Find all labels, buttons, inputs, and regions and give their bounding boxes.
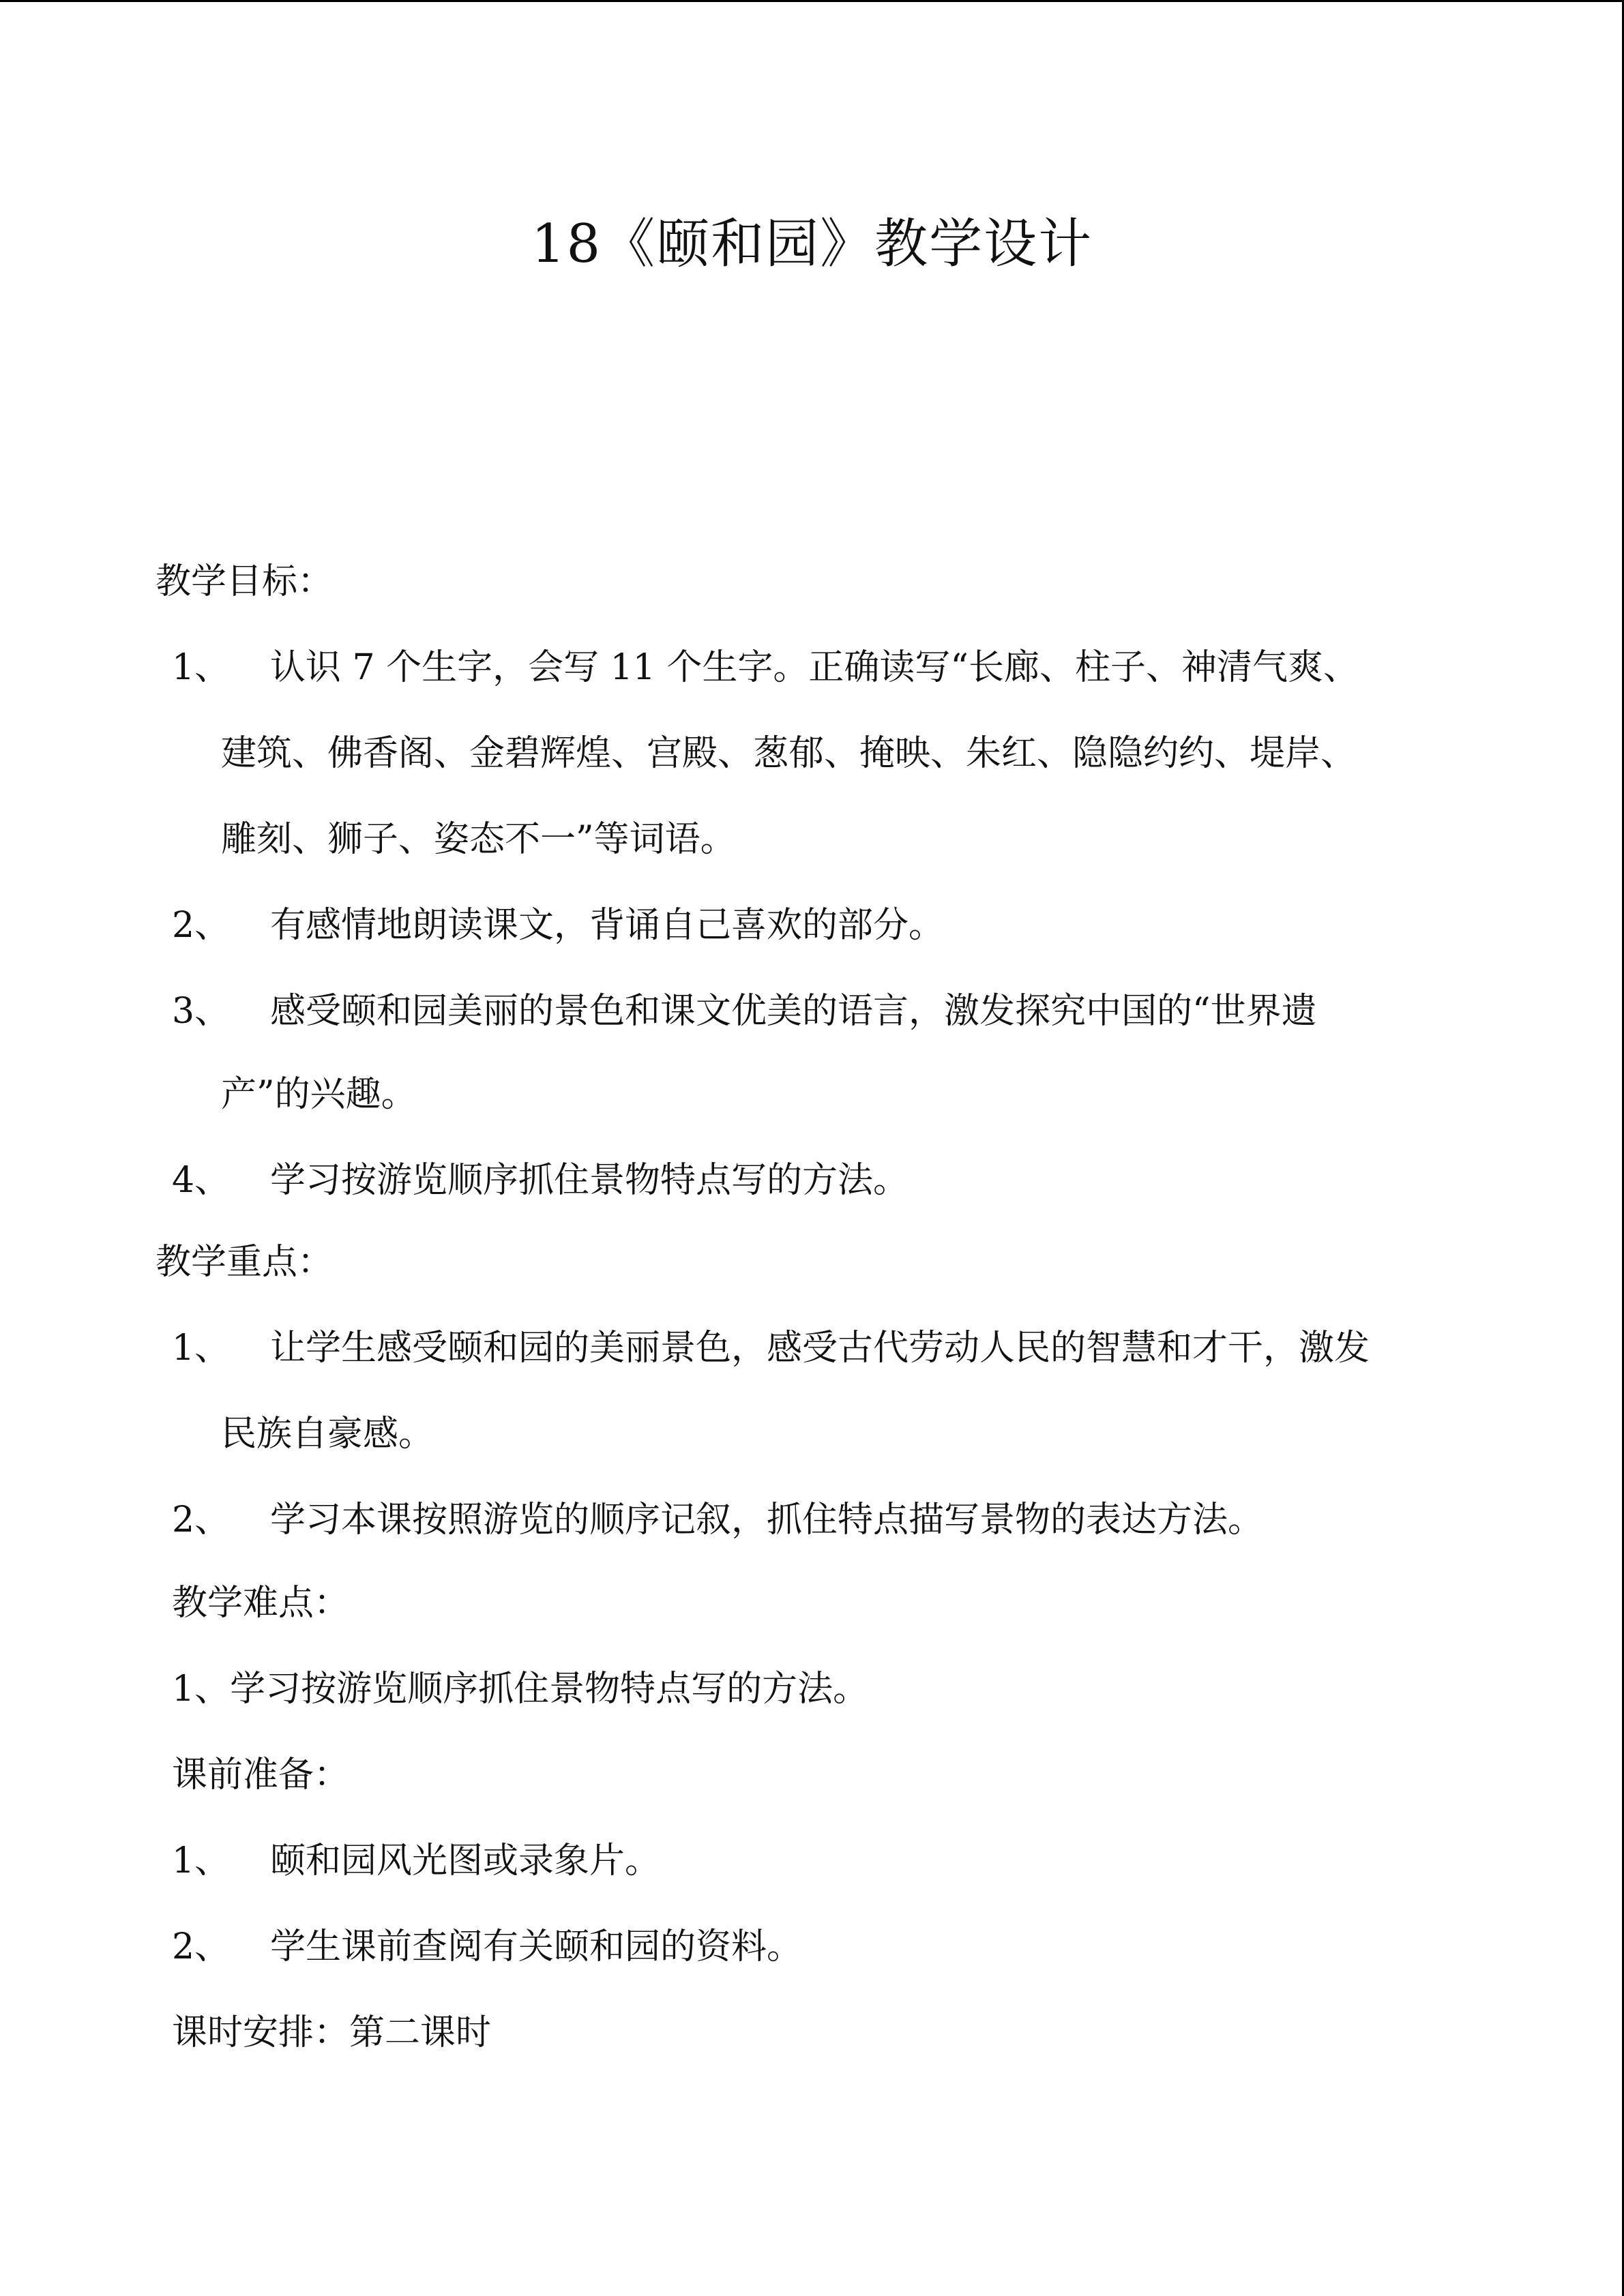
preparation-1-number: 1、 <box>172 1840 231 1881</box>
difficulties-heading: 教学难点： <box>172 1583 350 1624</box>
objective-4-number: 4、 <box>172 1160 231 1201</box>
difficulty-1: 1、学习按游览顺序抓住景物特点写的方法。 <box>172 1669 869 1710</box>
key-points-heading: 教学重点： <box>156 1242 334 1283</box>
objective-2-number: 2、 <box>172 905 231 946</box>
schedule-line: 课时安排：第二课时 <box>172 2012 492 2053</box>
objective-3-line-2: 产”的兴趣。 <box>221 1074 417 1115</box>
key-point-1-line-1: 让学生感受颐和园的美丽景色，感受古代劳动人民的智慧和才干，激发 <box>270 1328 1370 1369</box>
preparation-2-line-1: 学生课前查阅有关颐和园的资料。 <box>270 1926 803 1967</box>
document-title: 18《颐和园》教学设计 <box>531 213 1093 275</box>
key-point-1-number: 1、 <box>172 1328 231 1369</box>
objective-3-line-1: 感受颐和园美丽的景色和课文优美的语言，激发探究中国的“世界遗 <box>270 991 1317 1032</box>
objective-1-line-1: 认识 7 个生字，会写 11 个生字。正确读写“长廊、柱子、神清气爽、 <box>270 647 1359 688</box>
objective-4-line-1: 学习按游览顺序抓住景物特点写的方法。 <box>270 1160 909 1201</box>
key-point-1-line-2: 民族自豪感。 <box>221 1414 434 1455</box>
objective-1-number: 1、 <box>172 647 231 688</box>
preparation-1-line-1: 颐和园风光图或录象片。 <box>270 1840 661 1881</box>
key-point-2-line-1: 学习本课按照游览的顺序记叙，抓住特点描写景物的表达方法。 <box>270 1500 1264 1540</box>
key-point-2-number: 2、 <box>172 1500 231 1540</box>
objective-1-line-3: 雕刻、狮子、姿态不一”等词语。 <box>221 819 736 860</box>
objective-3-number: 3、 <box>172 991 231 1032</box>
preparation-2-number: 2、 <box>172 1926 231 1967</box>
objective-2-line-1: 有感情地朗读课文，背诵自己喜欢的部分。 <box>270 905 945 946</box>
objectives-heading: 教学目标： <box>156 561 334 602</box>
preparation-heading: 课前准备： <box>172 1755 350 1795</box>
objective-1-line-2: 建筑、佛香阁、金碧辉煌、宫殿、葱郁、掩映、朱红、隐隐约约、堤岸、 <box>221 733 1357 774</box>
